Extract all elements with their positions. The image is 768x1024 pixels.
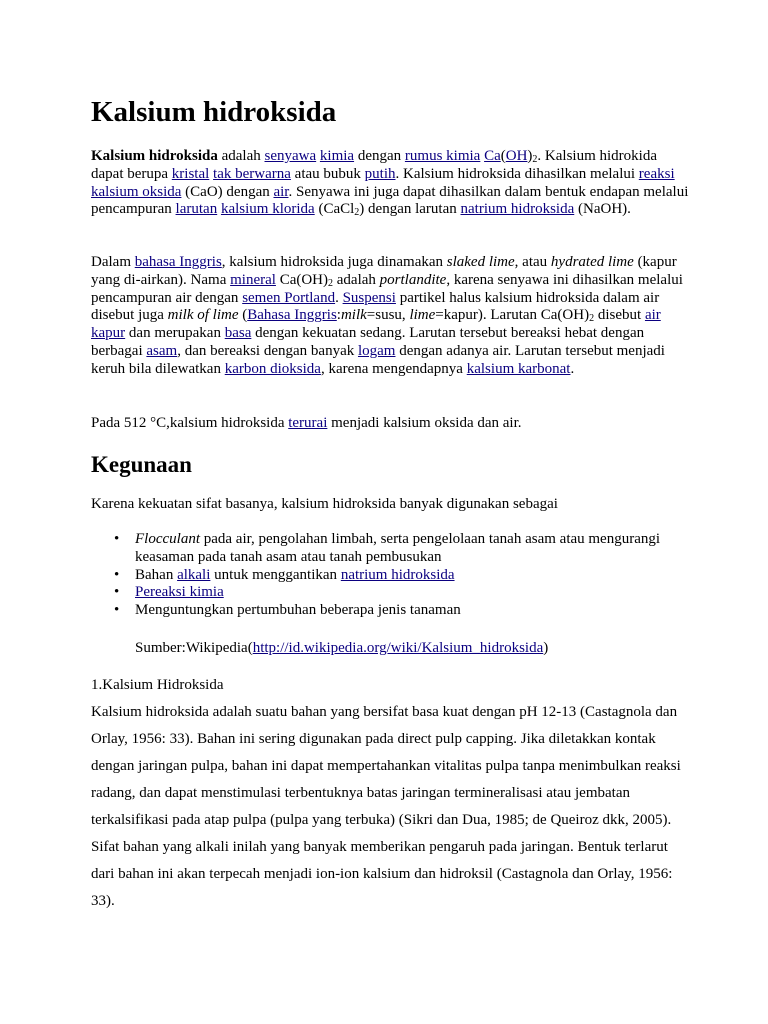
- text: . Kalsium hidrokida dapat berupa: [91, 148, 657, 182]
- text: (CaCl: [314, 201, 355, 218]
- text: (kapur yang di-airkan). Nama: [91, 254, 677, 288]
- section2-title: 1.Kalsium Hidroksida: [91, 677, 224, 693]
- link-pereaksi-kimia[interactable]: Pereaksi kimia: [135, 584, 224, 601]
- link-mineral[interactable]: mineral: [230, 271, 276, 288]
- text: partikel halus kalsium hidroksida dalam air disebut juga: [91, 289, 660, 324]
- text: , dan bereaksi dengan banyak: [177, 342, 358, 359]
- link-natrium-hidroksida[interactable]: natrium hidroksida: [460, 201, 575, 218]
- link-natrium-hidroksida-2[interactable]: natrium hidroksida: [340, 566, 455, 583]
- text: untuk menggantikan: [210, 566, 341, 583]
- text: dengan adanya air. Larutan tersebut menjadi keruh bila dilewatkan: [91, 342, 665, 377]
- text: (NaOH).: [574, 201, 631, 218]
- section2-body: Kalsium hidroksida adalah suatu bahan yang bersifat basa kuat dengan pH 12-13 (Castagnola dan Orlay, 1956: 33). Bahan ini sering digunakan pada direct pulp capping. Jika diletakkan kontak dengan jaringan pulpa, bahan ini dapat mempertahankan vitalitas pulpa tanpa menimbulkan reaksi radang, dan dapat menstimulasi terbentuknya batas jaringan termineralisasi atau jembatan terkalsifikasi pada atap pulpa (pulpa yang terbuka) (Sikri dan Dua, 1985; de Queiroz dkk, 2005). Sifat bahan yang alkali inilah yang banyak memberikan pengaruh pada jaringan. Bentuk terlarut dari bahan ini akan terpecah menjadi ion-ion kalsium dan hidroksil (Castagnola dan Orlay, 1956: 33).: [91, 704, 681, 909]
- link-bahasa-inggris[interactable]: bahasa Inggris: [134, 254, 222, 270]
- english-name-paragraph: [91, 254, 691, 379]
- text: . Senyawa ini juga dapat dihasilkan dalam bentuk endapan melalui pencampuran: [91, 183, 689, 218]
- text: dengan: [354, 148, 405, 164]
- link-suspensi[interactable]: Suspensi: [342, 289, 396, 306]
- italic-term: portlandite: [379, 271, 447, 288]
- text: =susu,: [366, 307, 410, 324]
- text: Dalam: [91, 254, 135, 270]
- link-logam[interactable]: logam: [357, 342, 396, 359]
- link-oh[interactable]: OH: [505, 148, 528, 164]
- link-bahasa-inggris-2[interactable]: Bahasa Inggris: [247, 307, 337, 324]
- link-ca[interactable]: Ca: [484, 148, 501, 164]
- list-item: [91, 567, 691, 585]
- link-kalsium-klorida[interactable]: kalsium klorida: [220, 201, 315, 218]
- link-wikipedia-source[interactable]: http://id.wikipedia.org/wiki/Kalsium_hidroksida: [252, 640, 544, 656]
- italic-term: Flocculant: [135, 531, 200, 547]
- text: , karena mengendapnya: [320, 360, 467, 377]
- text: ): [527, 148, 533, 164]
- text: Bahan: [135, 566, 178, 583]
- link-reaksi[interactable]: reaksi: [638, 165, 675, 182]
- decomposition-paragraph: [91, 415, 691, 433]
- link-air-kapur[interactable]: air kapur: [91, 307, 661, 342]
- link-kalsium-oksida[interactable]: kalsium oksida: [91, 183, 182, 200]
- link-alkali[interactable]: alkali: [177, 566, 211, 583]
- italic-term: lime: [409, 307, 436, 324]
- text: dan merupakan: [125, 325, 225, 342]
- subscript: 2: [589, 313, 595, 325]
- text: adalah: [333, 271, 380, 288]
- link-senyawa[interactable]: senyawa: [264, 148, 317, 164]
- link-terurai[interactable]: terurai: [288, 415, 328, 431]
- text: adalah: [217, 148, 265, 164]
- text: menjadi kalsium oksida dan air.: [327, 415, 522, 431]
- text: atau bubuk: [290, 165, 365, 182]
- link-rumus-kimia[interactable]: rumus kimia: [404, 148, 481, 164]
- list-item: [91, 602, 691, 620]
- link-semen-portland[interactable]: semen Portland: [242, 289, 336, 306]
- link-karbon-dioksida[interactable]: karbon dioksida: [224, 360, 321, 377]
- subscript: 2: [354, 207, 360, 219]
- uses-intro: Karena kekuatan sifat basanya, kalsium hidroksida banyak digunakan sebagai: [91, 496, 558, 512]
- text: ): [543, 640, 549, 656]
- link-kimia[interactable]: kimia: [319, 148, 355, 164]
- text: .: [335, 289, 343, 306]
- intro-paragraph: [91, 148, 691, 219]
- link-kalsium-karbonat[interactable]: kalsium karbonat: [466, 360, 571, 377]
- text: Pada 512 °C,kalsium hidroksida: [91, 415, 289, 431]
- text: , karena senyawa ini dihasilkan melalui pencampuran air dengan: [91, 271, 683, 306]
- link-asam[interactable]: asam: [146, 342, 178, 359]
- list-item: [91, 584, 691, 602]
- link-putih[interactable]: putih: [364, 165, 396, 182]
- source-line: [135, 639, 695, 657]
- section-heading-kegunaan: Kegunaan: [91, 452, 192, 477]
- link-air[interactable]: air: [273, 183, 289, 200]
- link-larutan[interactable]: larutan: [175, 201, 218, 218]
- list-item: [91, 531, 691, 567]
- link-kristal[interactable]: kristal: [171, 165, 210, 182]
- text: Ca(OH): [275, 271, 329, 288]
- text: (: [238, 307, 248, 324]
- italic-term: slaked lime: [446, 254, 515, 270]
- text: (CaO) dengan: [181, 183, 274, 200]
- uses-list: [91, 531, 691, 620]
- link-basa[interactable]: basa: [224, 325, 252, 342]
- italic-term: milk of lime: [167, 307, 239, 324]
- bold-term: Kalsium hidroksida: [91, 148, 218, 164]
- text: Sumber:Wikipedia(: [135, 640, 253, 656]
- subscript: 2: [532, 154, 538, 165]
- text: :: [336, 307, 341, 324]
- italic-term: milk: [340, 307, 367, 324]
- italic-term: hydrated lime: [550, 254, 634, 270]
- link-tak-berwarna[interactable]: tak berwarna: [213, 165, 291, 182]
- text: pada air, pengolahan limbah, serta pengelolaan tanah asam atau mengurangi keasaman pada tanah asam atau tanah pembusukan: [135, 531, 661, 565]
- text: .: [570, 360, 575, 377]
- text: ) dengan larutan: [359, 201, 461, 218]
- text: dengan kekuatan sedang. Larutan tersebut bereaksi hebat dengan berbagai: [91, 325, 645, 359]
- subscript: 2: [328, 277, 334, 289]
- text: Menguntungkan pertumbuhan beberapa jenis tanaman: [135, 602, 461, 619]
- text: . Kalsium hidroksida dihasilkan melalui: [395, 165, 639, 182]
- text: , atau: [514, 254, 551, 270]
- text: , kalsium hidroksida juga dinamakan: [221, 254, 447, 270]
- text: (: [500, 148, 506, 164]
- page-title: Kalsium hidroksida: [91, 96, 337, 128]
- text: =kapur). Larutan Ca(OH): [435, 307, 590, 324]
- text: disebut: [594, 307, 645, 324]
